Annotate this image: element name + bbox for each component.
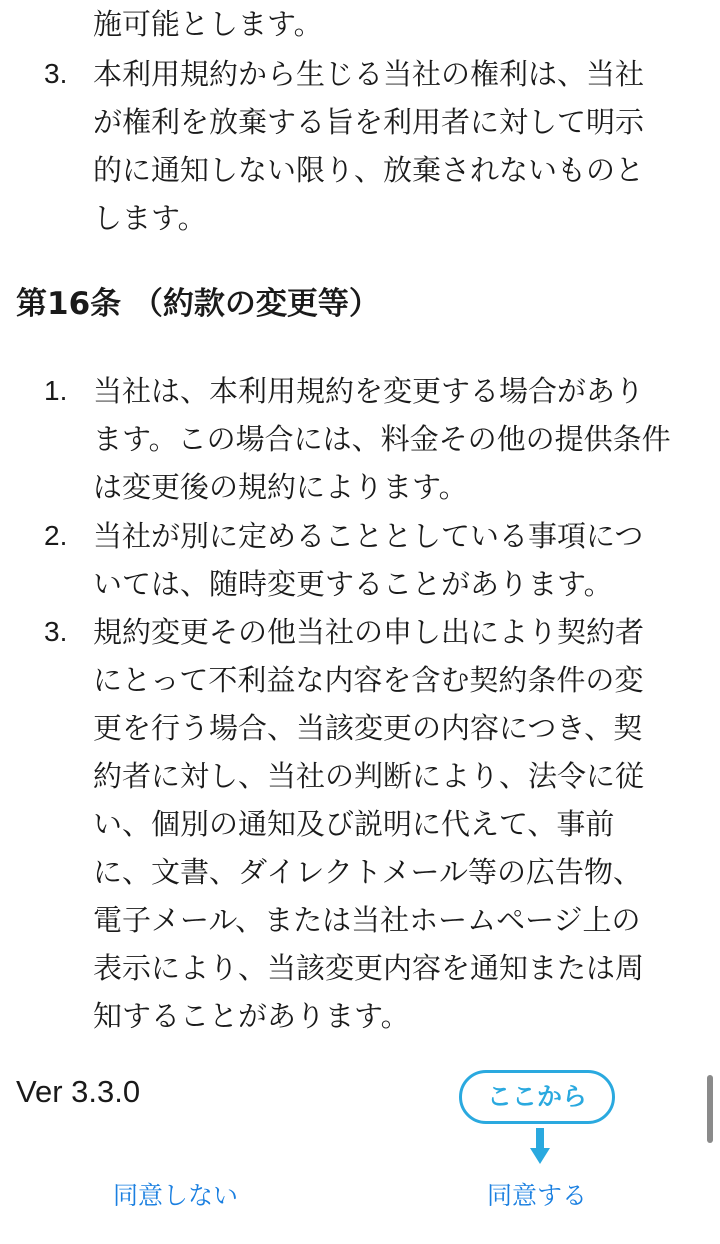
item-line: いては、随時変更することがあります。 — [93, 567, 613, 601]
section16-item-2 — [0, 512, 678, 608]
item-line: 知することがあります。 — [93, 999, 410, 1033]
item-line: 規約変更その他当社の申し出により契約者 — [93, 615, 645, 649]
item-line: ます。この場合には、料金その他の提供条件 — [93, 422, 671, 456]
item-line: 電子メール、または当社ホームページ上の — [93, 903, 641, 937]
agree-button[interactable]: 同意する — [487, 1178, 587, 1214]
continued-text: 施可能とします。 — [93, 7, 323, 41]
item-number: 1. — [44, 375, 68, 406]
start-here-hint: ここから — [459, 1070, 615, 1124]
item-number: 3. — [44, 58, 68, 89]
section-heading: 第16条 （約款の変更等） — [16, 286, 380, 322]
item-line: 当社は、本利用規約を変更する場合があり — [93, 374, 645, 408]
item-line: します。 — [93, 201, 207, 235]
scrollbar-thumb[interactable] — [707, 1075, 713, 1143]
item-number: 2. — [44, 520, 68, 551]
disagree-button[interactable]: 同意しない — [113, 1178, 238, 1214]
section15-item-3 — [0, 50, 678, 242]
section16-item-3 — [0, 608, 678, 1040]
item-line: 約者に対し、当社の判断により、法令に従 — [93, 759, 645, 793]
item-line: は変更後の規約によります。 — [93, 470, 468, 504]
item-line: が権利を放棄する旨を利用者に対して明示 — [93, 105, 645, 139]
item-line: 的に通知しない限り、放棄されないものと — [93, 153, 645, 187]
item-number: 3. — [44, 616, 68, 647]
item-line: 当社が別に定めることとしている事項につ — [93, 519, 644, 553]
item-line: 更を行う場合、当該変更の内容につき、契 — [93, 711, 643, 745]
down-arrow-icon — [530, 1128, 550, 1164]
section16-item-1 — [0, 367, 678, 511]
item-line: 表示により、当該変更内容を通知または周 — [93, 951, 645, 985]
version-label: Ver 3.3.0 — [16, 1074, 141, 1109]
item-line: 本利用規約から生じる当社の権利は、当社 — [93, 57, 645, 91]
item-line: にとって不利益な内容を含む契約条件の変 — [93, 663, 644, 697]
item-line: い、個別の通知及び説明に代えて、事前 — [93, 807, 615, 841]
item-line: に、文書、ダイレクトメール等の広告物、 — [93, 855, 642, 889]
